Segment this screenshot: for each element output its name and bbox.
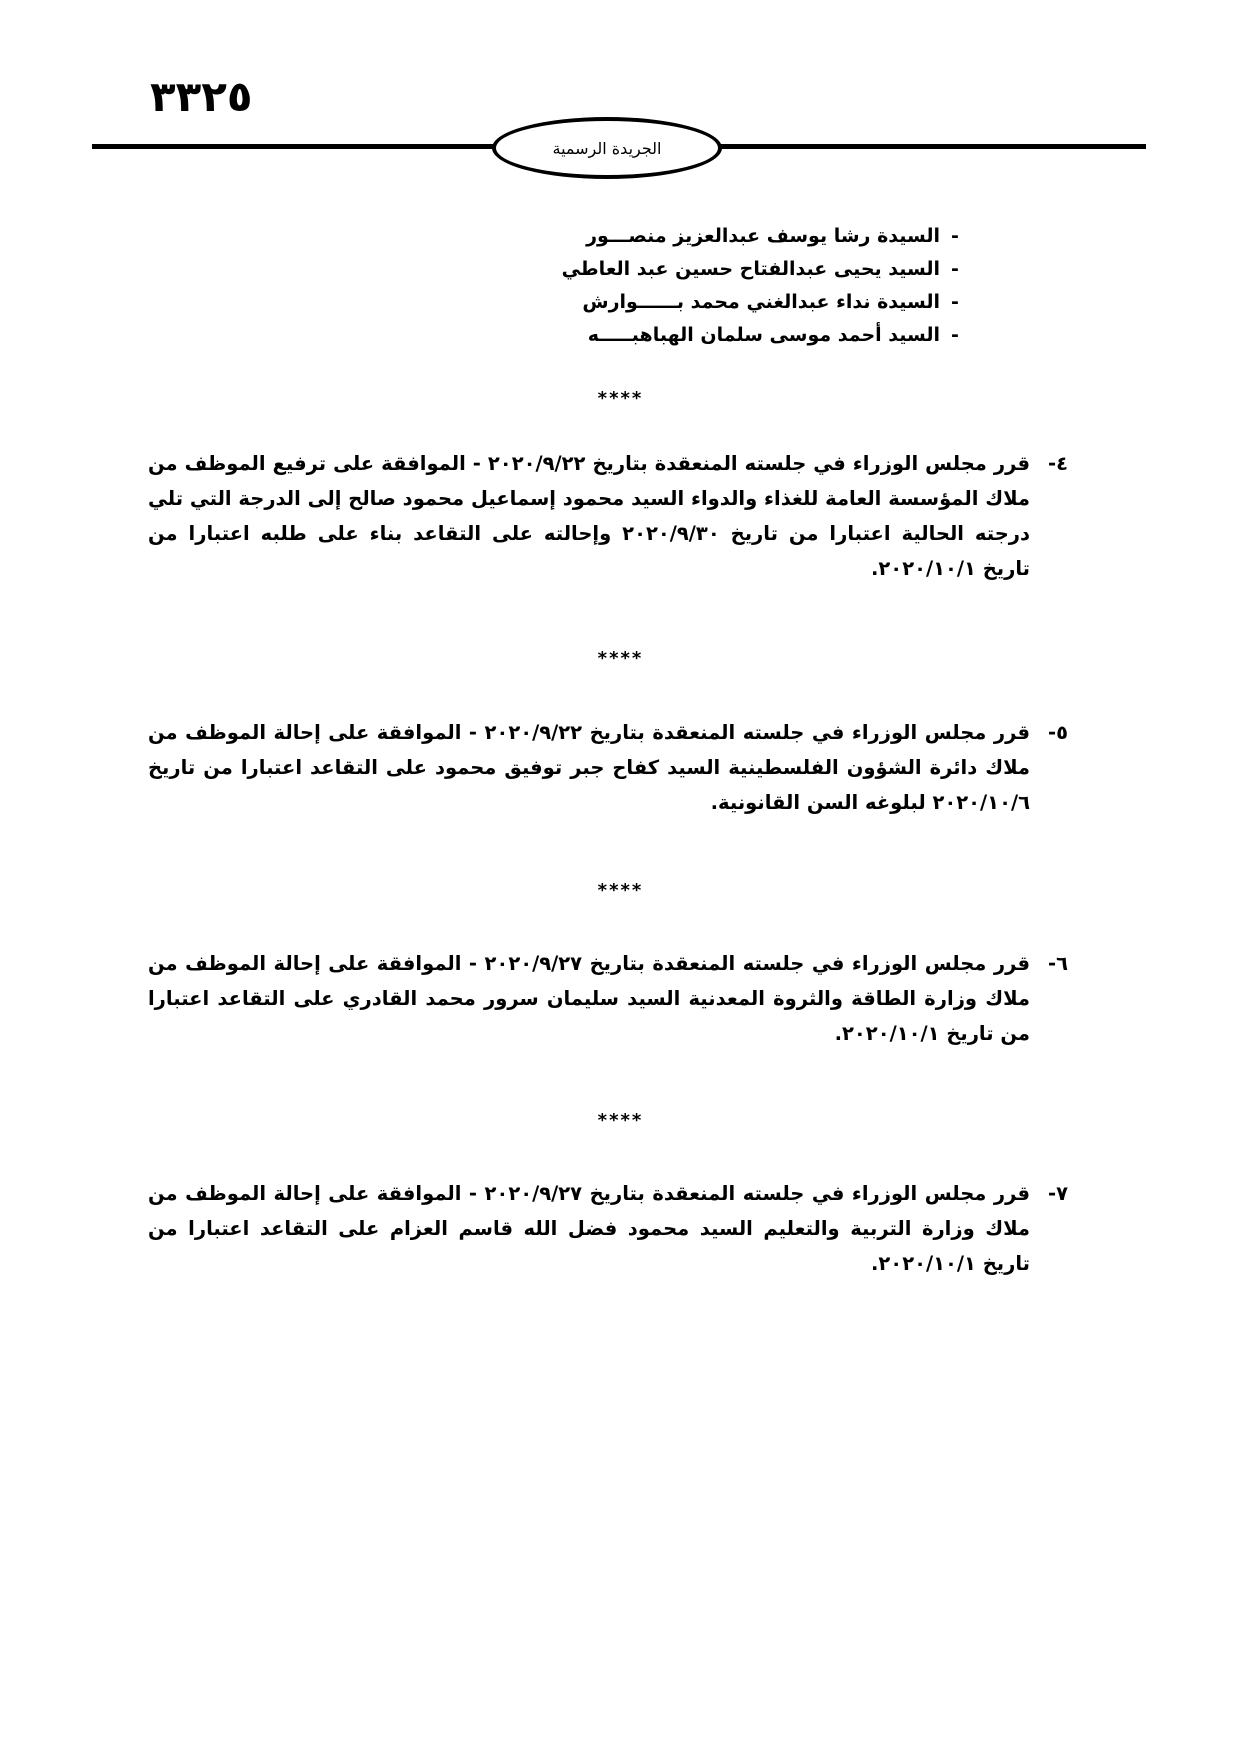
person-name: السيد أحمد موسى سلمان الهباهبـــــه [587,324,940,346]
list-dash: - [951,258,959,280]
decision-number: ٦- [1048,952,1068,975]
list-dash: - [951,225,959,247]
decision-text: قرر مجلس الوزراء في جلسته المنعقدة بتاريخ ٢٠٢٠/٩/٢٢ - الموافقة على ترفيع الموظف من ملاك المؤسسة العامة للغذاء والدواء السيد محمود إسماعيل محمود صالح إلى الدرجة التي تلي درجته الحالية اعتبارا من تاريخ ٢٠٢٠/٩/٣٠ وإحالته على التقاعد بناء على طلبه اعتبارا من تاريخ ٢٠٢٠/١٠/١. [148,452,1030,580]
decision-paragraph [148,946,1068,1051]
decision-text: قرر مجلس الوزراء في جلسته المنعقدة بتاريخ ٢٠٢٠/٩/٢٧ - الموافقة على إحالة الموظف من ملاك وزارة الطاقة والثروة المعدنية السيد سليمان سرور محمد القادري على التقاعد اعتبارا من تاريخ ٢٠٢٠/١٠/١. [148,952,1030,1045]
list-dash: - [951,324,959,346]
decision-number: ٤- [1048,452,1068,475]
publication-name: الجريدة الرسمية [552,138,662,158]
person-name: السيد يحيى عبدالفتاح حسين عبد العاطي [561,258,940,280]
names-list [540,220,970,352]
publication-oval [492,117,722,179]
list-item [540,253,970,286]
decision-paragraph [148,446,1068,586]
decision-paragraph [148,1176,1068,1281]
decision-number: ٥- [1048,721,1068,744]
page-number: ٣٣٢٥ [150,72,253,121]
decision-text: قرر مجلس الوزراء في جلسته المنعقدة بتاريخ ٢٠٢٠/٩/٢٧ - الموافقة على إحالة الموظف من ملاك وزارة التربية والتعليم السيد محمود فضل الله قاسم العزام على التقاعد اعتبارا من تاريخ ٢٠٢٠/١٠/١. [148,1182,1030,1275]
section-separator: **** [597,388,644,409]
list-item [540,220,970,253]
list-dash: - [951,291,959,313]
list-item [540,319,970,352]
person-name: السيدة نداء عبدالغني محمد بــــــوارش [582,291,940,313]
section-separator: **** [597,880,644,901]
decision-paragraph [148,715,1068,820]
section-separator: **** [597,648,644,669]
person-name: السيدة رشا يوسف عبدالعزيز منصـــور [586,225,940,247]
decision-number: ٧- [1048,1182,1068,1205]
decision-text: قرر مجلس الوزراء في جلسته المنعقدة بتاريخ ٢٠٢٠/٩/٢٢ - الموافقة على إحالة الموظف من ملاك دائرة الشؤون الفلسطينية السيد كفاح جبر توفيق محمود على التقاعد اعتبارا من تاريخ ٢٠٢٠/١٠/٦ لبلوغه السن القانونية. [148,721,1030,814]
list-item [540,286,970,319]
section-separator: **** [597,1110,644,1131]
